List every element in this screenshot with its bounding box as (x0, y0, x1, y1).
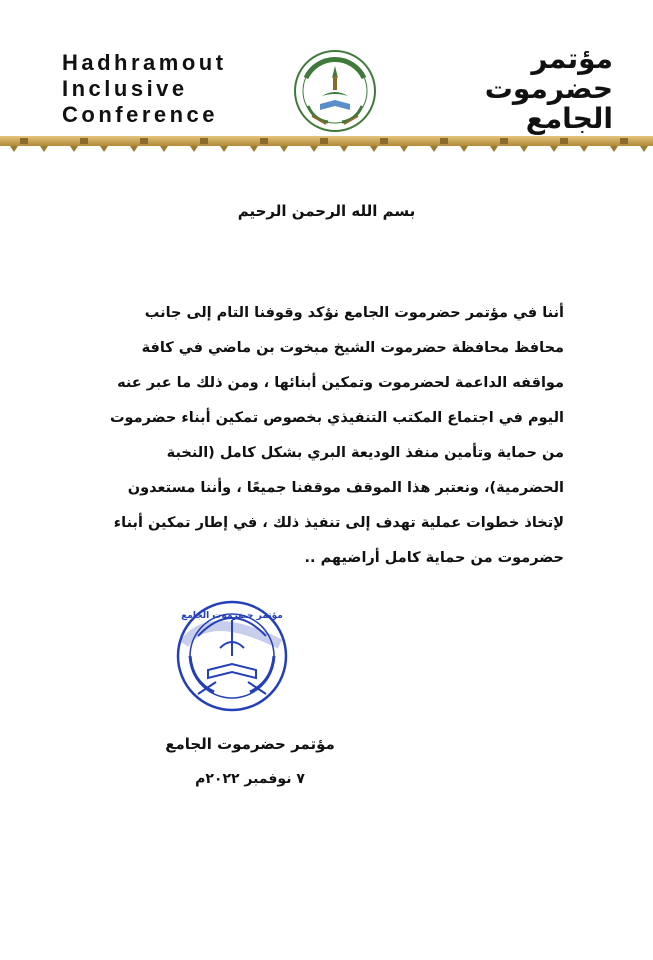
body-line: الحضرمية)، ونعتبر هذا الموقف موقفنا جميعًا ، وأننا مستعدون (127, 480, 564, 496)
arabic-title (413, 44, 613, 134)
letterhead (0, 0, 653, 160)
english-title (62, 50, 227, 128)
body-line: أننا في مؤتمر حضرموت الجامع نؤكد وقوفنا التام إلى جانب (144, 305, 564, 321)
signature-name: مؤتمر حضرموت الجامع (165, 735, 335, 753)
stamp-text: مؤتمر حضرموت الجامع (181, 611, 283, 621)
body-line: حضرموت من حماية كامل أراضيهم .. (304, 550, 564, 566)
body-line: مواقفه الداعمة لحضرموت وتمكين أبنائها ، ومن ذلك ما عبر عنه (117, 375, 564, 391)
conference-emblem-icon (292, 48, 378, 134)
letter-date: ٧ نوفمبر ٢٠٢٢م (195, 771, 305, 787)
body-line: محافظ محافظة حضرموت الشيخ مبخوت بن ماضي في كافة (141, 340, 564, 356)
body-line: اليوم في اجتماع المكتب التنفيذي بخصوص تمكين أبناء حضرموت (109, 410, 564, 426)
english-title-line-1: Hadhramout (62, 50, 227, 75)
body-line: من حماية وتأمين منفذ الوديعة البري بشكل كامل (النخبة (166, 445, 564, 461)
english-title-line-3: Conference (62, 102, 219, 127)
arabic-title-line-2: حضرموت (484, 72, 613, 105)
gold-decorative-band (0, 134, 653, 154)
letter-body (92, 296, 564, 576)
body-line: لإتخاذ خطوات عملية تهدف إلى تنفيذ ذلك ، في إطار تمكين أبناء (113, 515, 564, 531)
arabic-title-line-3: الجامع (525, 102, 613, 135)
english-title-line-2: Inclusive (62, 76, 188, 101)
arabic-title-line-1: مؤتمر (531, 42, 613, 75)
basmala: بسم الله الرحمن الرحيم (237, 202, 416, 220)
official-stamp-icon (168, 596, 296, 714)
